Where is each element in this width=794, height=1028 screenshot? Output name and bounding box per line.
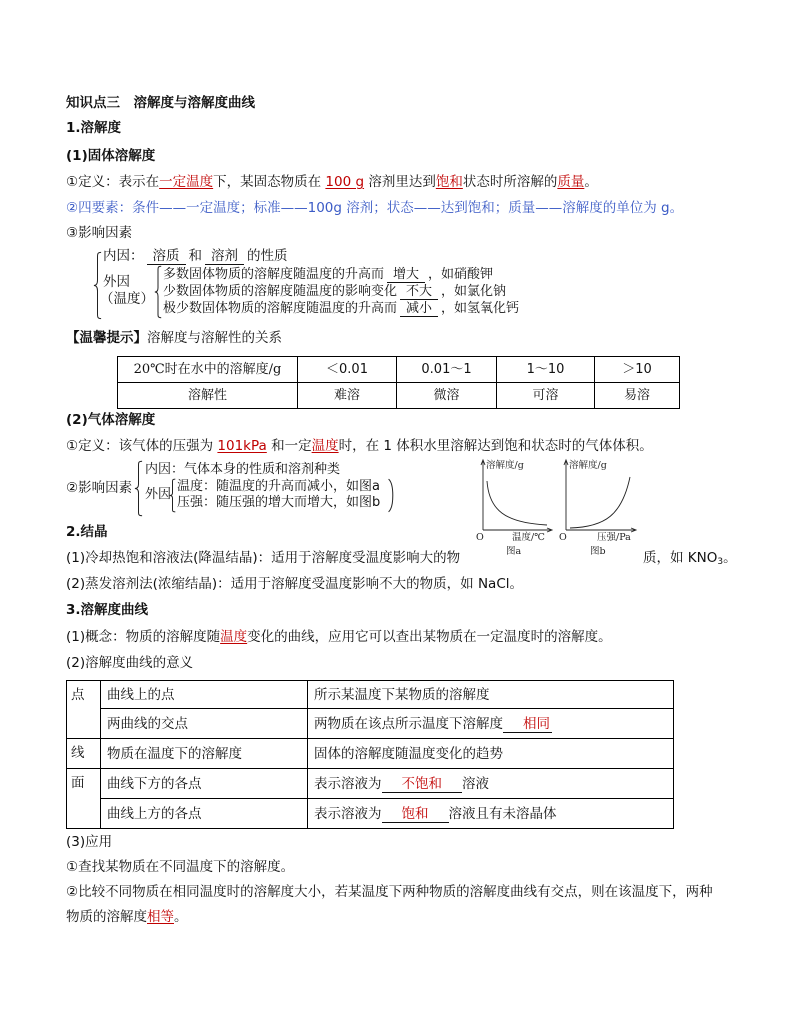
figure-a-ylabel: 溶解度/g [486, 460, 524, 471]
temperature-effect-item [163, 283, 506, 301]
concept-text: 变化的曲线，应用它可以查出某物质在一定温度时的溶解度。 [247, 629, 612, 645]
answer-saturated: 饱和 [401, 805, 429, 822]
meaning-cell [308, 799, 674, 829]
table-row [67, 769, 674, 799]
table-cell: ＞10 [595, 357, 680, 383]
answer-saturated: 饱和 [435, 174, 463, 190]
item-cell: 两曲线的交点 [101, 709, 308, 739]
meaning-cell: 固体的溶解度随温度变化的趋势 [308, 739, 674, 769]
answer-same: 相同 [523, 715, 550, 732]
figure-b-curve [570, 477, 630, 528]
solid-definition [66, 173, 598, 191]
application-text: 物质的溶解度 [66, 909, 147, 925]
definition-text: 下，某固态物质在 [213, 174, 326, 190]
figure-b-ylabel: 溶解度/g [569, 460, 607, 471]
table-row [67, 739, 674, 769]
blank [382, 776, 463, 793]
section-3-title: 3.溶解度曲线 [66, 602, 149, 618]
meaning-text: 溶液且有未溶晶体 [448, 805, 557, 822]
table-cell: 1～10 [497, 357, 595, 383]
table-header-cell: 溶解性 [118, 383, 298, 409]
meaning-text: 表示溶液为 [314, 775, 382, 792]
definition-text: 状态时所溶解的 [462, 174, 558, 190]
answer-100g: 100 g [325, 174, 365, 190]
gas-outer-brace [134, 461, 143, 516]
effect-text: 少数固体物质的溶解度随温度的影响变化 [163, 284, 398, 299]
table-row [67, 799, 674, 829]
internal-label: 内因： [103, 248, 144, 264]
application-title: (3)应用 [66, 834, 113, 850]
table-cell: ＜0.01 [298, 357, 397, 383]
section-1-title: 1.溶解度 [66, 120, 122, 136]
table-cell: 微溶 [397, 383, 497, 409]
application-item-2: ②比较不同物质在相同温度时的溶解度大小，若某温度下两种物质的溶解度曲线有交点，则在该温度下，两种 [66, 884, 713, 900]
blank [503, 716, 552, 733]
gas-temperature-effect: 温度：随温度的升高而减小，如图a [177, 479, 380, 494]
definition-text: ①定义：表示在 [66, 174, 160, 190]
evaporation-method: (2)蒸发溶剂法(浓缩结晶)：适用于溶解度受温度影响不大的物质，如 NaCl。 [66, 576, 523, 592]
curve-meaning-table [66, 680, 674, 829]
outer-brace [93, 252, 102, 319]
figure-b-origin: O [559, 532, 567, 543]
table-row [118, 357, 680, 383]
answer-certain-temperature: 一定温度 [159, 174, 214, 190]
blank-little: 不大 [400, 284, 438, 300]
curve-concept [66, 628, 612, 646]
external-label: 外因 [103, 274, 130, 290]
example-text: 。 [723, 550, 737, 566]
meaning-cell [308, 709, 674, 739]
item-cell: 物质在温度下的溶解度 [101, 739, 308, 769]
answer-unsaturated: 不饱和 [401, 775, 442, 792]
tip-label: 【温馨提示】 [66, 330, 147, 346]
meaning-text: 两物质在该点所示温度下溶解度 [314, 715, 503, 732]
figure-b-xlabel: 压强/Pa [597, 532, 631, 543]
blank [382, 806, 449, 823]
figure-a-origin: O [476, 532, 484, 543]
meaning-cell: 所示某温度下某物质的溶解度 [308, 681, 674, 709]
gas-definition [66, 437, 653, 455]
inner-brace [154, 266, 162, 318]
figure-b-caption: 图b [590, 546, 606, 557]
effect-text: 多数固体物质的溶解度随温度的升高而 [163, 267, 385, 282]
table-row [67, 709, 674, 739]
table-cell: 可溶 [497, 383, 595, 409]
curve-meaning-title: (2)溶解度曲线的意义 [66, 655, 194, 671]
definition-text: 时，在 1 体积水里溶解达到饱和状态时的气体体积。 [338, 438, 653, 454]
cooling-method-example [643, 549, 737, 567]
answer-101kpa: 101kPa [217, 438, 267, 454]
external-note: （温度） [100, 291, 154, 307]
blank-decrease: 减小 [400, 301, 438, 317]
meaning-text: 表示溶液为 [314, 805, 382, 822]
blank-solute: 溶质 [147, 248, 186, 265]
temperature-effect-item [163, 266, 493, 284]
cooling-method: (1)冷却热饱和溶液法(降温结晶)：适用于溶解度受温度影响大的物 [66, 550, 461, 566]
solubility-table [117, 356, 680, 409]
figure-a-xlabel: 温度/℃ [512, 532, 545, 543]
tip-text: 溶解度与溶解性的关系 [147, 330, 282, 346]
gas-inner-brace [169, 479, 176, 512]
blank-increase: 增大 [387, 267, 425, 283]
internal-text: 和 [188, 248, 202, 264]
four-elements: ②四要素：条件——一定温度；标准——100g 溶剂；状态——达到饱和；质量——溶解度的单位为 g。 [66, 200, 684, 216]
blank-solvent: 溶剂 [205, 248, 244, 265]
category-cell-point: 点 [67, 681, 101, 739]
answer-temperature: 温度 [220, 629, 248, 645]
effect-example: ，如硝酸钾 [428, 267, 494, 282]
effect-example: ，如氯化钠 [441, 284, 507, 299]
figure-a-curve [487, 481, 547, 525]
table-row [118, 383, 680, 409]
tip-line [66, 329, 282, 347]
category-cell-area: 面 [67, 769, 101, 829]
table-header-cell: 20℃时在水中的溶解度/g [118, 357, 298, 383]
application-item-1: ①查找某物质在不同温度下的溶解度。 [66, 859, 295, 875]
factors-title: ③影响因素 [66, 225, 133, 241]
item-cell: 曲线上的点 [101, 681, 308, 709]
meaning-text: 溶液 [462, 775, 489, 792]
effect-text: 极少数固体物质的溶解度随温度的升高而 [163, 301, 398, 316]
gas-internal-factor: 内因：气体本身的性质和溶剂种类 [145, 462, 341, 477]
internal-factor [103, 247, 288, 265]
table-cell: 易溶 [595, 383, 680, 409]
figure-a-caption: 图a [506, 546, 522, 557]
example-text: 质，如 KNO [643, 550, 718, 566]
definition-text: 和一定 [266, 438, 312, 454]
gas-solubility-title: (2)气体溶解度 [66, 412, 156, 428]
answer-equal: 相等 [147, 909, 174, 925]
application-text: 。 [174, 909, 188, 925]
section-2-title: 2.结晶 [66, 524, 108, 540]
table-row [67, 681, 674, 709]
table-cell: 难溶 [298, 383, 397, 409]
item-cell: 曲线上方的各点 [101, 799, 308, 829]
page-title: 知识点三 溶解度与溶解度曲线 [66, 95, 255, 111]
answer-temperature: 温度 [311, 438, 339, 454]
application-item-2-continued [66, 908, 188, 926]
temperature-effect-item [163, 300, 519, 318]
answer-mass: 质量 [557, 174, 585, 190]
gas-closing-bracket [388, 479, 394, 512]
category-cell-line: 线 [67, 739, 101, 769]
table-cell: 0.01～1 [397, 357, 497, 383]
gas-pressure-effect: 压强：随压强的增大而增大，如图b [177, 495, 381, 510]
definition-text: 。 [584, 174, 598, 190]
definition-text: ①定义：该气体的压强为 [66, 438, 218, 454]
meaning-cell [308, 769, 674, 799]
definition-text: 溶剂里达到 [364, 174, 436, 190]
subscript: 3 [717, 557, 724, 567]
concept-text: (1)概念：物质的溶解度随 [66, 629, 221, 645]
effect-example: ，如氢氧化钙 [441, 301, 520, 316]
gas-external-label: 外因 [145, 487, 172, 502]
item-cell: 曲线下方的各点 [101, 769, 308, 799]
solid-solubility-title: (1)固体溶解度 [66, 148, 156, 164]
gas-factors-label: ②影响因素 [66, 480, 133, 496]
internal-text: 的性质 [247, 248, 288, 264]
